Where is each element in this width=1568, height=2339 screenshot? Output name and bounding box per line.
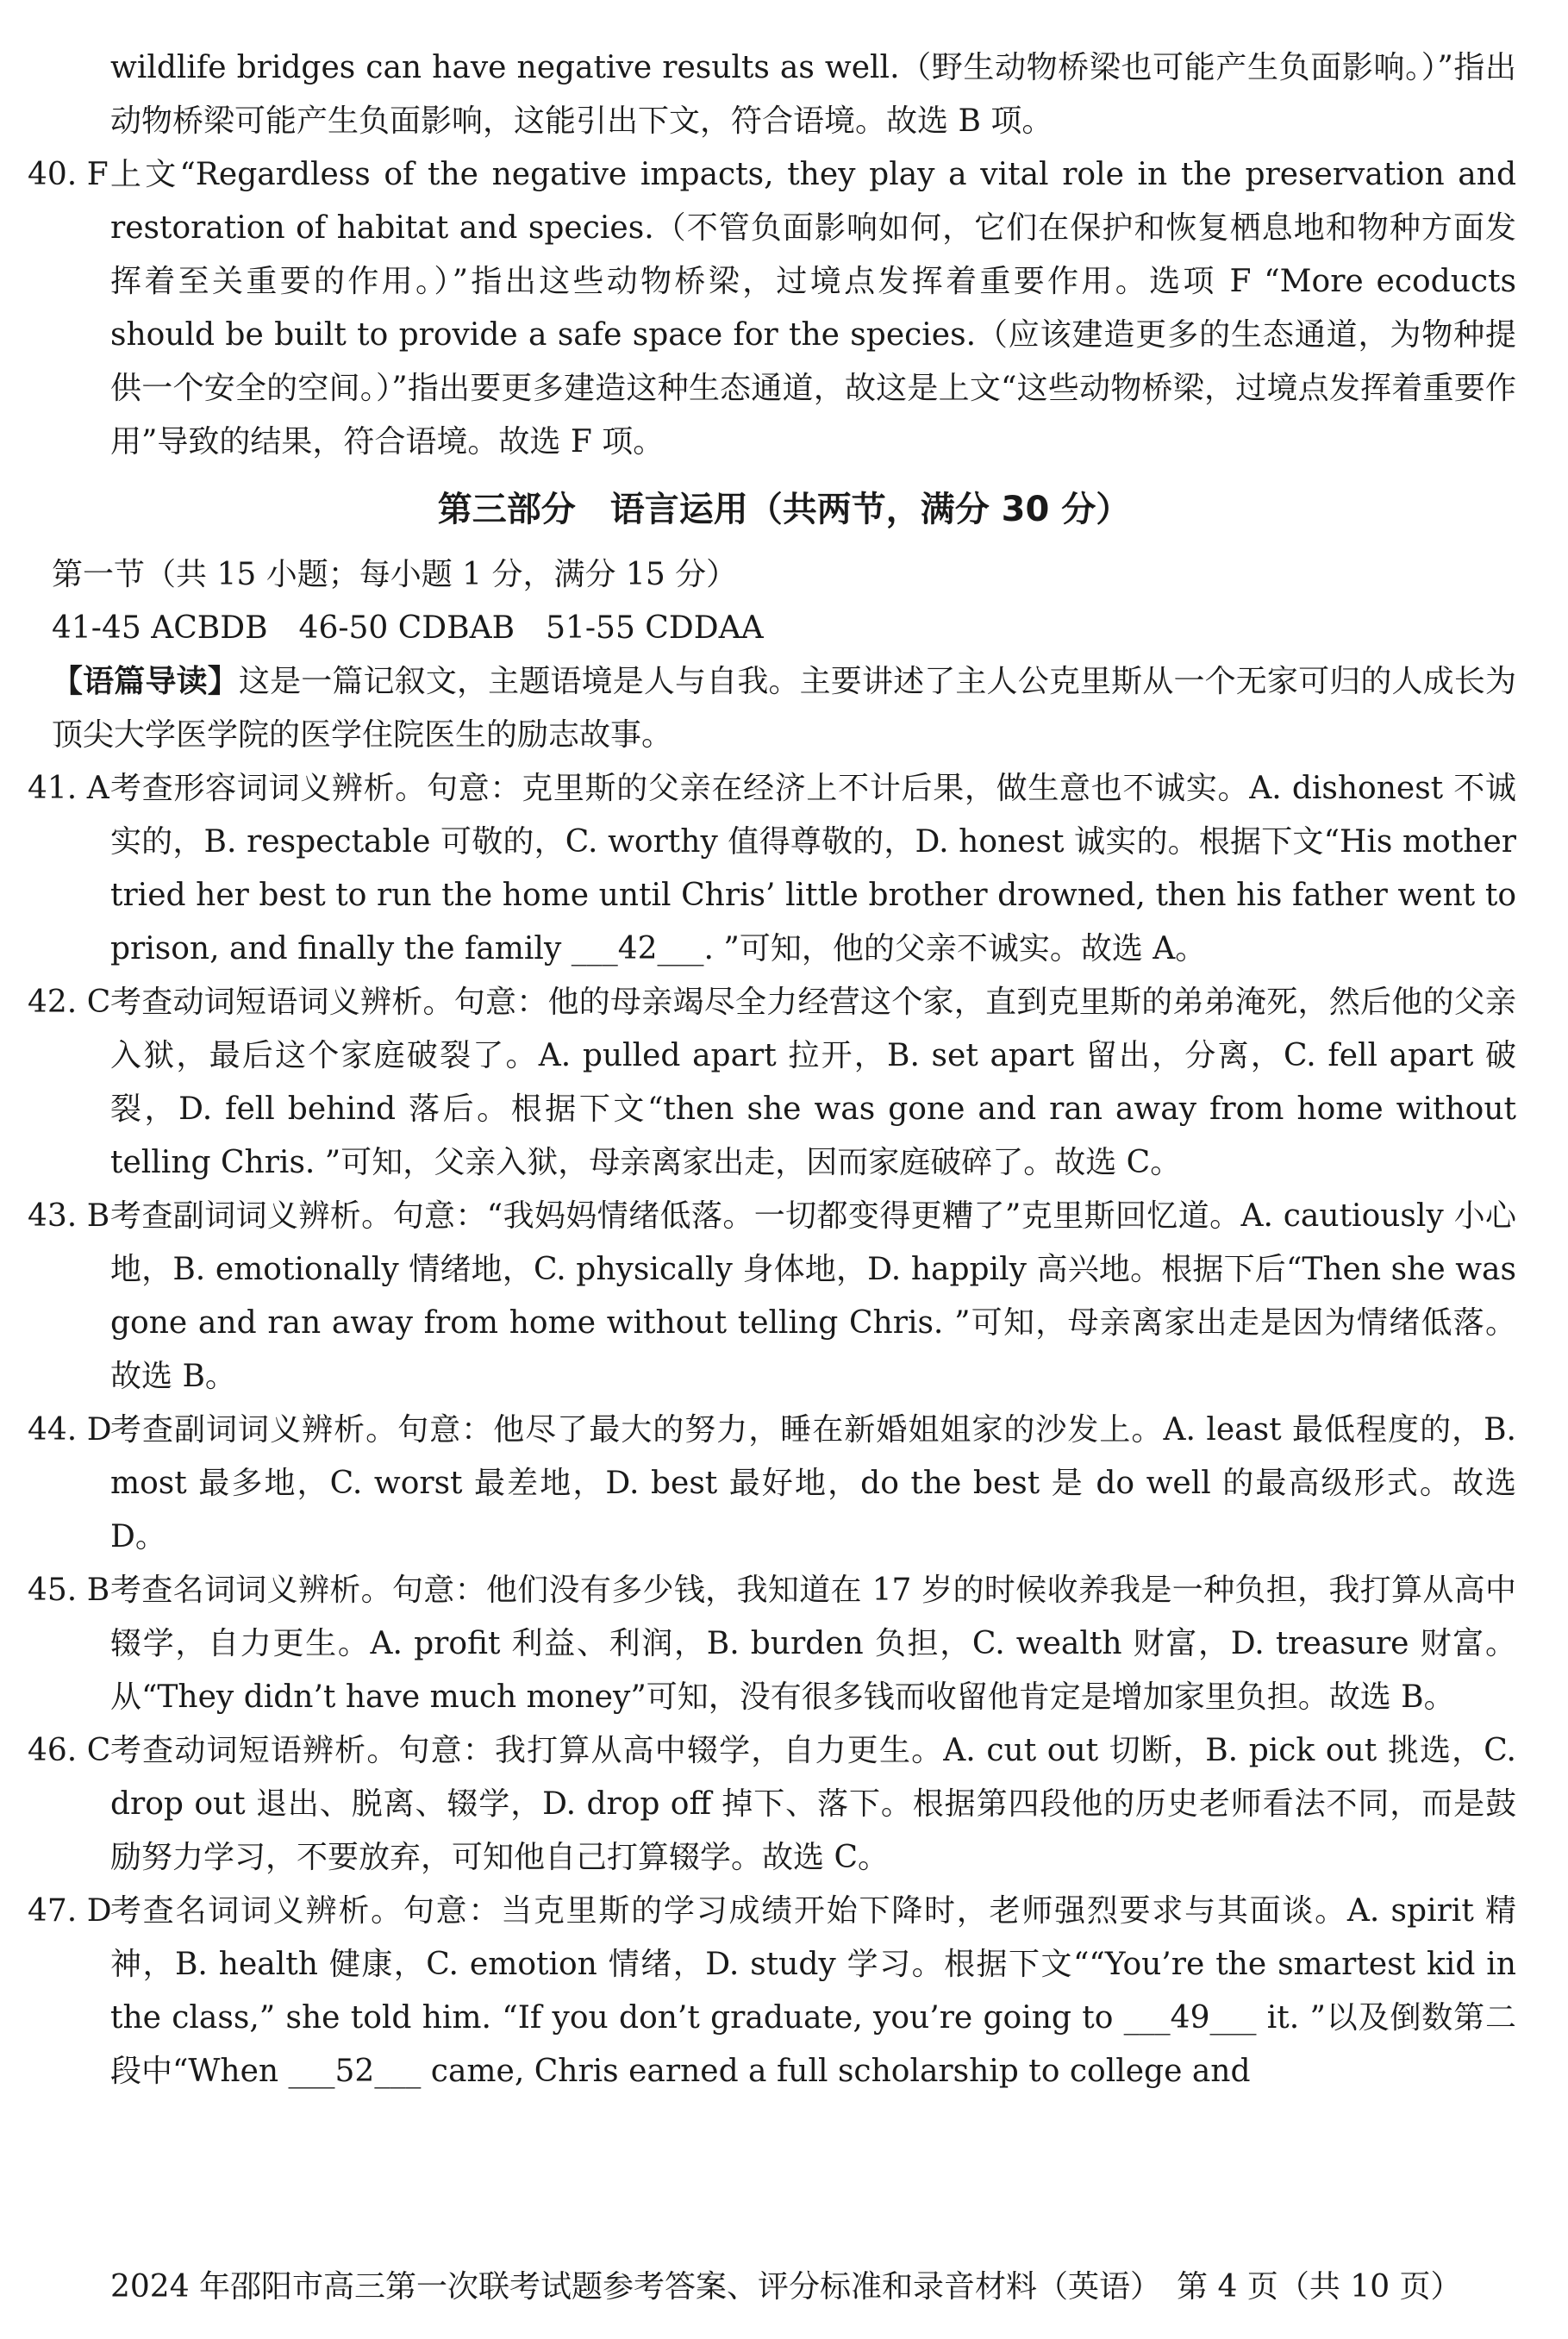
item-number: 46. C bbox=[28, 1733, 111, 1768]
answer-41 bbox=[28, 762, 1516, 976]
answer-44 bbox=[28, 1404, 1516, 1564]
passage-guide bbox=[52, 655, 1516, 762]
guide-text: 这是一篇记叙文，主题语境是人与自我。主要讲述了主人公克里斯从一个无家可归的人成长为顶尖大学医学院的医学住院医生的励志故事。 bbox=[52, 664, 1516, 753]
text: 考查副词词义辨析。句意：“我妈妈情绪低落。一切都变得更糟了”克里斯回忆道。A. cautiously 小心地，B. emotionally 情绪地，C. physically 身体地，D. happily 高兴地。根据下后“Then she was gone and ran away from home without telling Chris. ”可知，母亲离家出走是因为情绪低落。故选 B。 bbox=[110, 1198, 1516, 1394]
paragraph-39-tail bbox=[110, 41, 1516, 148]
text: 考查副词词义辨析。句意：他尽了最大的努力，睡在新婚姐姐家的沙发上。A. least 最低程度的，B. most 最多地，C. worst 最差地，D. best 最好地，do the best 是 do well 的最高级形式。故选 D。 bbox=[110, 1412, 1516, 1554]
text: 考查形容词词义辨析。句意：克里斯的父亲在经济上不计后果，做生意也不诚实。A. dishonest 不诚实的，B. respectable 可敬的，C. worthy 值得尊敬的，D. honest 诚实的。根据下文“His mother tried her best to run the home until Chris’ little brother drowned, then his father went to prison, and finally the family ___42___. ”可知，他的父亲不诚实。故选 A。 bbox=[110, 771, 1516, 966]
answer-40 bbox=[28, 148, 1516, 469]
item-number: 41. A bbox=[28, 771, 109, 806]
item-number: 44. D bbox=[28, 1412, 112, 1448]
subsection-title: 第一节（共 15 小题；每小题 1 分，满分 15 分） bbox=[52, 557, 738, 592]
item-number: 40. F bbox=[28, 157, 109, 192]
answer-key: 41-45 ACBDB 46-50 CDBAB 51-55 CDDAA bbox=[52, 610, 764, 646]
answer-42 bbox=[28, 976, 1516, 1190]
text: 上文“Regardless of the negative impacts, they play a vital role in the preservation and restoration of habitat and species.（不管负面影响如何，它们在保护和恢复栖息地和物种方面发挥着至关重要的作用。）”指出这些动物桥梁，过境点发挥着重要作用。选项 F “More ecoducts should be built to provide a safe space for the species.（应该建造更多的生态通道，为物种提供一个安全的空间。）”指出要更多建造这种生态通道，故这是上文“这些动物桥梁，过境点发挥着重要作用”导致的结果，符合语境。故选 F 项。 bbox=[110, 157, 1516, 460]
answer-45 bbox=[28, 1564, 1516, 1724]
answer-43 bbox=[28, 1190, 1516, 1404]
page-footer: 2024 年邵阳市高三第一次联考试题参考答案、评分标准和录音材料（英语） 第 4 页（共 10 页） bbox=[110, 2269, 1462, 2305]
guide-tag: 【语篇导读】 bbox=[52, 664, 239, 699]
text: 考查名词词义辨析。句意：当克里斯的学习成绩开始下降时，老师强烈要求与其面谈。A. spirit 精神，B. health 健康，C. emotion 情绪，D. study 学习。根据下文““You’re the smartest kid in the class,” she told him. “If you don’t graduate, you’re going to ___49___ it. ”以及倒数第二段中“When ___52___ came, Chris earned a full scholarship to college and bbox=[110, 1893, 1516, 2089]
item-number: 45. B bbox=[28, 1573, 110, 1608]
text: 考查动词短语辨析。句意：我打算从高中辍学，自力更生。A. cut out 切断，B. pick out 挑选，C. drop out 退出、脱离、辍学，D. drop off 掉下、落下。根据第四段他的历史老师看法不同，而是鼓励努力学习，不要放弃，可知他自己打算辍学。故选 C。 bbox=[110, 1733, 1516, 1875]
text: wildlife bridges can have negative results as well.（野生动物桥梁也可能产生负面影响。）”指出动物桥梁可能产生负面影响，这能引出下文，符合语境。故选 B 项。 bbox=[110, 50, 1516, 139]
section-title: 第三部分 语言运用（共两节，满分 30 分） bbox=[437, 490, 1131, 529]
item-number: 42. C bbox=[28, 985, 111, 1020]
text: 考查动词短语词义辨析。句意：他的母亲竭尽全力经营这个家，直到克里斯的弟弟淹死，然后他的父亲入狱，最后这个家庭破裂了。A. pulled apart 拉开，B. set apart 留出，分离，C. fell apart 破裂，D. fell behind 落后。根据下文“then she was gone and ran away from home without telling Chris. ”可知，父亲入狱，母亲离家出走，因而家庭破碎了。故选 C。 bbox=[110, 985, 1516, 1180]
item-number: 47. D bbox=[28, 1893, 112, 1929]
answer-47 bbox=[28, 1885, 1516, 2098]
item-number: 43. B bbox=[28, 1198, 110, 1234]
answer-46 bbox=[28, 1724, 1516, 1885]
text: 考查名词词义辨析。句意：他们没有多少钱，我知道在 17 岁的时候收养我是一种负担，我打算从高中辍学，自力更生。A. profit 利益、利润，B. burden 负担，C. wealth 财富，D. treasure 财富。从“They didn’t have much money”可知，没有很多钱而收留他肯定是增加家里负担。故选 B。 bbox=[110, 1573, 1516, 1715]
